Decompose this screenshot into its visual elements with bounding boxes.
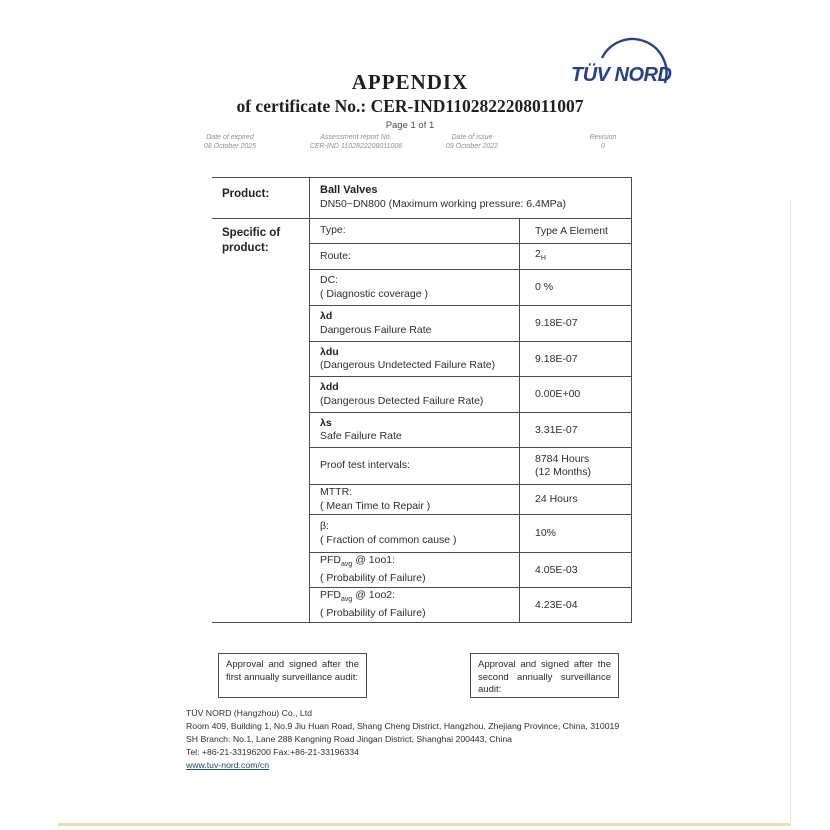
meta-date-issue (417, 134, 527, 151)
appendix-title: APPENDIX (351, 70, 469, 94)
spec-section (212, 219, 631, 622)
spec-row-value: 8784 Hours (12 Months) (519, 448, 631, 484)
meta-label: Assessment report No. (320, 134, 392, 141)
first-surveillance-signature-box: Approval and signed after the first annually surveillance audit: (218, 653, 367, 698)
meta-label: Date of issue (451, 134, 493, 141)
product-name: Ball Valves (320, 184, 378, 196)
spec-row (310, 413, 631, 448)
spec-row-label: Route: (320, 249, 351, 262)
page-bottom-edge (58, 823, 791, 826)
footer-company: TÜV NORD (Hangzhou) Co., Ltd (186, 708, 313, 718)
logo-text: TÜV NORD (571, 64, 672, 86)
spec-row (310, 306, 631, 342)
spec-row-value: 4.05E-03 (519, 553, 631, 587)
spec-row-label: Type: (320, 224, 346, 237)
spec-row-value: 9.18E-07 (519, 342, 631, 376)
meta-assessment-report (286, 134, 426, 151)
title-block (0, 70, 820, 131)
footer-branch: SH Branch: No.1, Lane 288 Kangning Road Jingan District, Shanghai 200443, China (186, 734, 512, 744)
spec-row-label: Proof test intervals: (320, 459, 410, 472)
spec-row-label: β: ( Fraction of common cause ) (320, 520, 457, 546)
meta-value: CER-IND 1102822208011006 (309, 142, 403, 150)
meta-label: Revision (589, 134, 617, 141)
spec-row-value: 0 % (519, 270, 631, 305)
spec-row-value: 0.00E+00 (519, 377, 631, 412)
spec-row-value: Type A Element (519, 219, 631, 243)
spec-of-product-label: Specific of product: (212, 219, 310, 622)
spec-row-value: 4.23E-04 (519, 588, 631, 622)
meta-value: 09 October 2022 (445, 142, 499, 150)
spec-row-label: λd Dangerous Failure Rate (320, 310, 432, 336)
meta-revision (558, 134, 648, 151)
meta-label: Date of expired (206, 134, 254, 141)
spec-row (310, 553, 631, 588)
product-spec-table (212, 177, 632, 623)
meta-value: 08 October 2025 (203, 142, 257, 150)
spec-row (310, 377, 631, 413)
spec-row-value: $2_H$ (519, 244, 631, 269)
spec-row-label: λdu (Dangerous Undetected Failure Rate) (320, 345, 496, 371)
spec-row (310, 244, 631, 270)
footer-tel-fax: Tel: +86-21-33196200 Fax:+86-21-33196334 (186, 747, 359, 757)
meta-date-expired (172, 134, 288, 151)
page-right-edge (790, 200, 791, 824)
product-label: Product: (212, 178, 310, 218)
spec-row-label: λdd (Dangerous Detected Failure Rate) (320, 381, 484, 407)
website-link[interactable]: www.tuv-nord.com/cn (186, 760, 270, 770)
second-surveillance-signature-box: Approval and signed after the second annually surveillance audit: (470, 653, 619, 698)
spec-row-label: λs Safe Failure Rate (320, 416, 402, 442)
meta-value: 0 (601, 142, 605, 150)
spec-row (310, 270, 631, 306)
spec-row-value: 10% (519, 515, 631, 552)
spec-row-label: $PFD_{avg}$ @ 1oo1: ( Probability of Failure) (320, 554, 426, 585)
certificate-number-line: of certificate No.: CER-IND1102822208011007 (236, 96, 584, 116)
footer-address: Room 409, Building 1, No.9 Jiu Huan Road, Shang Cheng District, Hangzhou, Zhejiang Province, China, 310019 (186, 721, 620, 731)
spec-row (310, 485, 631, 515)
spec-row-label: $PFD_{avg}$ @ 1oo2: ( Probability of Failure) (320, 589, 426, 620)
product-description: DN50~DN800 (Maximum working pressure: 6.4MPa) (320, 198, 566, 210)
spec-row-value: 24 Hours (519, 485, 631, 514)
product-row (212, 178, 631, 219)
spec-rows (310, 219, 631, 622)
spec-row-label: DC: ( Diagnostic coverage ) (320, 274, 428, 300)
page-indicator: Page 1 of 1 (385, 120, 435, 131)
footer (186, 707, 619, 772)
spec-row (310, 342, 631, 377)
spec-row-value: 3.31E-07 (519, 413, 631, 447)
spec-row (310, 515, 631, 553)
spec-row-label: MTTR: ( Mean Time to Repair ) (320, 486, 431, 512)
product-content (310, 178, 631, 218)
spec-row (310, 448, 631, 485)
spec-row (310, 588, 631, 622)
spec-row-value: 9.18E-07 (519, 306, 631, 341)
spec-row (310, 219, 631, 244)
